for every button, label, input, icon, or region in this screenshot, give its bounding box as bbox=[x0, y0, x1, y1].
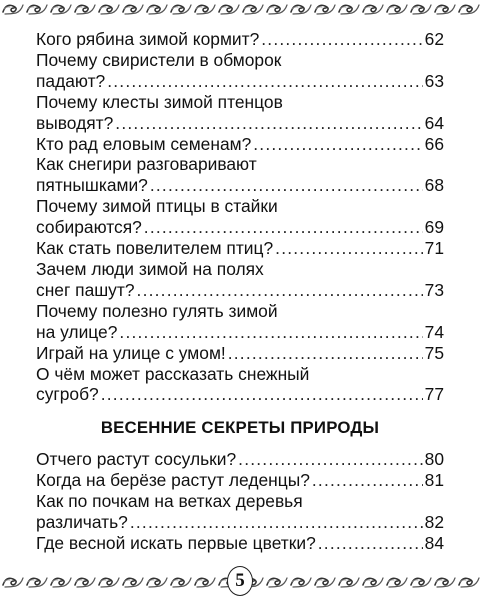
wave-swirl-icon bbox=[314, 0, 336, 16]
toc-page-number: 81 bbox=[424, 470, 444, 491]
toc-entry[interactable] bbox=[36, 238, 444, 259]
toc-entry-leader-row bbox=[36, 470, 444, 491]
dot-leader bbox=[150, 175, 423, 196]
toc-entry-title: пятнышками? bbox=[36, 175, 148, 196]
dot-leader bbox=[261, 29, 422, 50]
wave-swirl-icon bbox=[290, 0, 312, 16]
wave-swirl-icon bbox=[194, 573, 216, 589]
wave-swirl-icon bbox=[74, 573, 96, 589]
wave-swirl-icon bbox=[410, 0, 432, 16]
toc-entry-title: падают? bbox=[36, 70, 106, 91]
wave-swirl-icon bbox=[170, 573, 192, 589]
toc-entry[interactable] bbox=[36, 343, 444, 364]
toc-entry-leader-row bbox=[36, 280, 444, 301]
toc-entry-leader-row bbox=[36, 134, 444, 155]
wave-swirl-icon bbox=[122, 573, 144, 589]
toc-entry-title: сугроб? bbox=[36, 384, 99, 405]
toc-entry[interactable] bbox=[36, 259, 444, 301]
toc-entry[interactable] bbox=[36, 134, 444, 155]
toc-entry-title: Кого рябина зимой кормит? bbox=[36, 29, 260, 49]
toc-entry-leader-row bbox=[36, 449, 444, 470]
wave-swirl-icon bbox=[170, 0, 192, 16]
toc-entry-leader-row bbox=[36, 113, 444, 134]
toc-entry[interactable] bbox=[36, 154, 444, 196]
toc-entry-text-line: Почему свиристели в обморок bbox=[36, 49, 282, 70]
wave-swirl-icon bbox=[26, 0, 48, 16]
toc-entry-title: Как стать повелителем птиц? bbox=[36, 238, 274, 259]
wave-swirl-icon bbox=[458, 0, 480, 16]
toc-entry-title: Кто рад еловым семенам? bbox=[36, 133, 252, 154]
toc-entry[interactable] bbox=[36, 364, 444, 406]
toc-page-number: 82 bbox=[424, 512, 444, 533]
wave-swirl-icon bbox=[362, 573, 384, 589]
wave-swirl-icon bbox=[266, 573, 288, 589]
wave-swirl-icon bbox=[386, 573, 408, 589]
dot-leader bbox=[115, 113, 422, 134]
toc-entry-text-line: Почему клесты зимой птенцов bbox=[36, 91, 283, 112]
toc-entry-leader-row bbox=[36, 71, 444, 92]
toc-entry[interactable] bbox=[36, 470, 444, 491]
dot-leader bbox=[137, 280, 423, 301]
wave-swirl-icon bbox=[266, 0, 288, 16]
wave-swirl-icon bbox=[98, 0, 120, 16]
toc-entry-title: различать? bbox=[36, 512, 128, 533]
wave-swirl-icon bbox=[362, 0, 384, 16]
toc-entry[interactable] bbox=[36, 491, 444, 533]
toc-entry-text-line: О чём может рассказать снежный bbox=[36, 363, 310, 384]
toc-page-number: 71 bbox=[424, 238, 444, 259]
toc-entry[interactable] bbox=[36, 92, 444, 134]
page-number-badge bbox=[227, 566, 253, 596]
toc-entry-leader-row bbox=[36, 175, 444, 196]
toc-entry-text-line: Почему полезно гулять зимой bbox=[36, 300, 278, 321]
dot-leader bbox=[144, 217, 423, 238]
wave-swirl-icon bbox=[458, 573, 480, 589]
toc-entry-title: собираются? bbox=[36, 217, 142, 238]
dot-leader bbox=[101, 384, 423, 405]
toc-entry-leader-row bbox=[36, 322, 444, 343]
toc-entry-leader-row bbox=[36, 512, 444, 533]
wave-swirl-icon bbox=[434, 0, 456, 16]
toc-page-number: 68 bbox=[424, 175, 444, 196]
toc-page-number: 69 bbox=[424, 217, 444, 238]
toc-entry-title: снег пашут? bbox=[36, 279, 135, 300]
table-of-contents bbox=[36, 29, 444, 554]
wave-swirl-icon bbox=[386, 0, 408, 16]
wave-swirl-icon bbox=[2, 0, 24, 16]
toc-page-number: 66 bbox=[424, 133, 444, 154]
dot-leader bbox=[312, 470, 423, 491]
dot-leader bbox=[238, 449, 423, 470]
toc-entry-text-line: Почему зимой птицы в стайки bbox=[36, 196, 278, 217]
dot-leader bbox=[228, 343, 423, 364]
page-number: 5 bbox=[235, 570, 245, 591]
wave-swirl-icon bbox=[26, 573, 48, 589]
toc-page-number: 73 bbox=[424, 279, 444, 300]
wave-swirl-icon bbox=[410, 573, 432, 589]
wave-swirl-icon bbox=[218, 0, 240, 16]
toc-entry-leader-row bbox=[36, 384, 444, 405]
wave-swirl-icon bbox=[314, 573, 336, 589]
toc-entry-title: Когда на берёзе растут леденцы? bbox=[36, 470, 310, 491]
toc-entry-title: выводят? bbox=[36, 112, 114, 133]
toc-entry-title: Где весной искать первые цветки? bbox=[36, 532, 316, 553]
dot-leader bbox=[253, 134, 422, 155]
wave-swirl-icon bbox=[74, 0, 96, 16]
toc-entry-leader-row bbox=[36, 533, 444, 554]
toc-page-number: 75 bbox=[424, 342, 444, 363]
wave-swirl-icon bbox=[98, 573, 120, 589]
dot-leader bbox=[119, 322, 422, 343]
top-ornament-border bbox=[0, 0, 482, 16]
toc-page-number: 80 bbox=[424, 449, 444, 470]
toc-entry[interactable] bbox=[36, 196, 444, 238]
dot-leader bbox=[107, 71, 422, 92]
wave-swirl-icon bbox=[338, 573, 360, 589]
toc-entry-title: на улице? bbox=[36, 321, 118, 342]
toc-page-number: 62 bbox=[424, 29, 444, 49]
toc-page-number: 64 bbox=[424, 112, 444, 133]
dot-leader bbox=[318, 533, 423, 554]
toc-page-number: 74 bbox=[424, 321, 444, 342]
toc-entry-text-line: Как снегири разговаривают bbox=[36, 154, 257, 175]
wave-swirl-icon bbox=[434, 573, 456, 589]
toc-entry-leader-row bbox=[36, 217, 444, 238]
toc-page-number: 63 bbox=[424, 70, 444, 91]
toc-entry-text-line: Зачем люди зимой на полях bbox=[36, 258, 264, 279]
wave-swirl-icon bbox=[194, 0, 216, 16]
toc-page-number: 77 bbox=[424, 384, 444, 405]
wave-swirl-icon bbox=[290, 573, 312, 589]
toc-entry[interactable] bbox=[36, 301, 444, 343]
dot-leader bbox=[130, 512, 423, 533]
section-title: ВЕСЕННИЕ СЕКРЕТЫ ПРИРОДЫ bbox=[100, 418, 380, 438]
wave-swirl-icon bbox=[50, 0, 72, 16]
toc-entry-title: Отчего растут сосульки? bbox=[36, 449, 237, 470]
wave-swirl-icon bbox=[146, 0, 168, 16]
toc-entry[interactable] bbox=[36, 449, 444, 470]
dot-leader bbox=[275, 238, 423, 259]
wave-swirl-icon bbox=[122, 0, 144, 16]
toc-entry-leader-row bbox=[36, 29, 444, 50]
toc-entry[interactable] bbox=[36, 29, 444, 50]
toc-entry-leader-row bbox=[36, 343, 444, 364]
wave-swirl-icon bbox=[2, 573, 24, 589]
wave-swirl-icon bbox=[146, 573, 168, 589]
toc-entry-title: Играй на улице с умом! bbox=[36, 342, 226, 363]
toc-entry-leader-row bbox=[36, 238, 444, 259]
toc-page-number: 84 bbox=[424, 532, 444, 553]
wave-swirl-icon bbox=[50, 573, 72, 589]
toc-entry[interactable] bbox=[36, 533, 444, 554]
wave-swirl-icon bbox=[338, 0, 360, 16]
wave-swirl-icon bbox=[242, 0, 264, 16]
toc-entry[interactable] bbox=[36, 50, 444, 92]
toc-entry-text-line: Как по почкам на ветках деревья bbox=[36, 491, 303, 512]
